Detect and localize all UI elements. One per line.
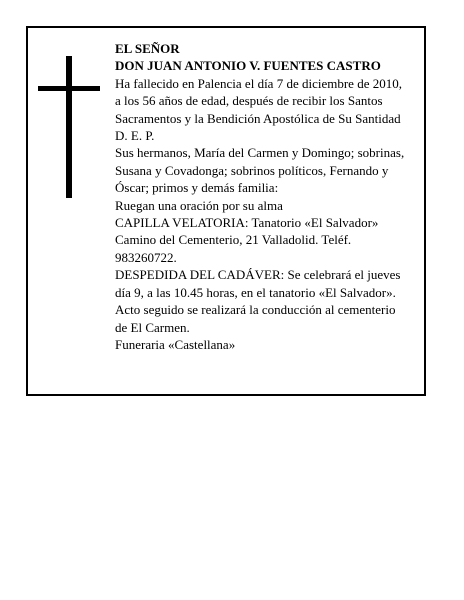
farewell-line: DESPEDIDA DEL CADÁVER: Se celebrará el jueves [115, 267, 401, 283]
rip-line: D. E. P. [115, 128, 155, 144]
death-line: a los 56 años de edad, después de recibir los Santos [115, 93, 383, 109]
chapel-line: Camino del Cementerio, 21 Valladolid. Teléf. [115, 232, 352, 248]
funeral-home: Funeraria «Castellana» [115, 336, 236, 352]
notice-text [115, 40, 423, 353]
farewell-line: de El Carmen. [115, 319, 190, 335]
cross-vertical-bar [66, 56, 72, 198]
farewell-line: día 9, a las 10.45 horas, en el tanatorio «El Salvador». [115, 284, 396, 300]
obituary-notice [26, 26, 426, 396]
notice-title: EL SEÑOR [115, 41, 180, 56]
death-line: Sacramentos y la Bendición Apostólica de Su Santidad [115, 110, 401, 126]
prayer-line: Ruegan una oración por su alma [115, 197, 283, 213]
deceased-name: DON JUAN ANTONIO V. FUENTES CASTRO [115, 58, 381, 74]
chapel-line: CAPILLA VELATORIA: Tanatorio «El Salvador» [115, 215, 379, 231]
farewell-line: Acto seguido se realizará la conducción al cementerio [115, 302, 396, 318]
death-line: Ha fallecido en Palencia el día 7 de diciembre de 2010, [115, 75, 402, 91]
family-line: Óscar; primos y demás familia: [115, 180, 279, 196]
chapel-phone: 983260722. [115, 249, 177, 265]
family-line: Susana y Covadonga; sobrinos políticos, Fernando y [115, 162, 389, 178]
family-line: Sus hermanos, María del Carmen y Domingo; sobrinas, [115, 145, 405, 161]
cross-horizontal-bar [38, 86, 100, 91]
